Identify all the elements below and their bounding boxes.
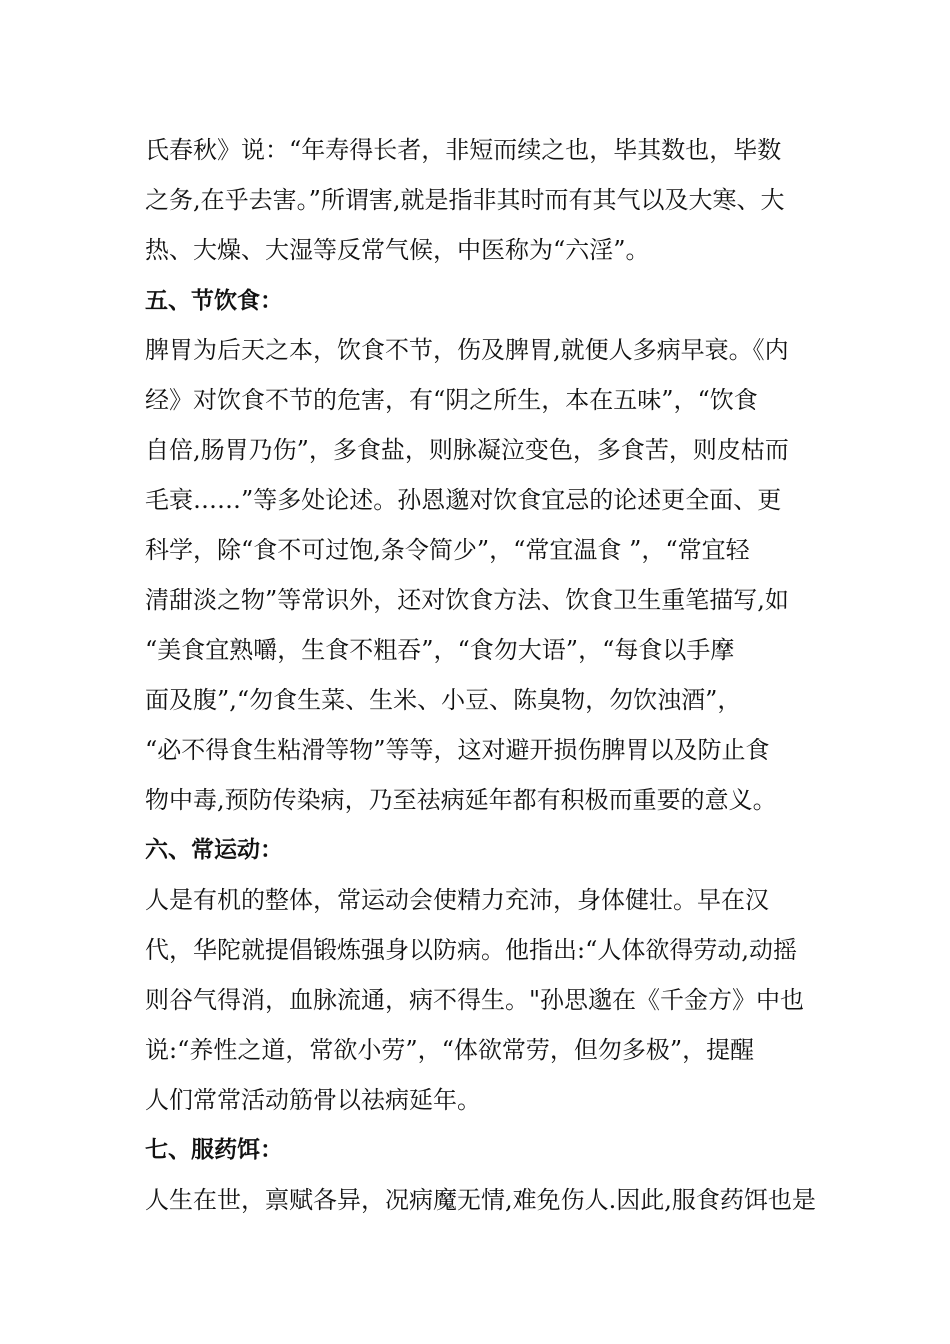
text-line: 清甜淡之物”等常识外，还对饮食方法、饮食卫生重笔描写,如 — [145, 586, 789, 614]
text-line: 科学，除“食不可过饱,条令简少”，“常宜温食 ”，“常宜轻 — [145, 536, 750, 564]
section-heading: 五、节饮食： — [145, 288, 283, 314]
text-line: 说:“养性之道，常欲小劳”，“体欲常劳，但勿多极”，提醒 — [145, 1036, 755, 1064]
text-line: 代，华陀就提倡锻炼强身以防病。他指出:“人体欲得劳动,动摇 — [145, 936, 797, 964]
text-line: 人是有机的整体，常运动会使精力充沛，身体健壮。早在汉 — [145, 886, 769, 914]
text-line: 则谷气得消，血脉流通，病不得生。"孙思邈在《千金方》中也 — [145, 986, 805, 1014]
section-heading: 六、常运动： — [145, 837, 283, 863]
text-line: “必不得食生粘滑等物”等等，这对避开损伤脾胃以及防止食 — [145, 736, 770, 764]
text-line: 经》对饮食不节的危害，有“阴之所生，本在五味”，“饮食 — [145, 386, 758, 414]
section-heading: 七、服药饵： — [145, 1137, 283, 1163]
text-line: 物中毒,预防传染病，乃至祛病延年都有积极而重要的意义。 — [145, 786, 777, 814]
text-line: “美食宜熟嚼，生食不粗吞”，“食勿大语”，“每食以手摩 — [145, 636, 735, 664]
text-line: 脾胃为后天之本，饮食不节，伤及脾胃,就便人多病早衰。《内 — [145, 336, 789, 364]
text-line: 人生在世，禀赋各异，况病魔无情,难免伤人.因此,服食药饵也是 — [145, 1186, 816, 1214]
text-line: 面及腹”,“勿食生菜、生米、小豆、陈臭物，勿饮浊酒”， — [145, 686, 742, 714]
text-line: 自倍,肠胃乃伤”，多食盐，则脉凝泣变色，多食苦，则皮枯而 — [145, 436, 789, 464]
text-line: 氏春秋》说：“年寿得长者，非短而续之也，毕其数也，毕数 — [145, 136, 782, 164]
text-line: 热、大燥、大湿等反常气候，中医称为“六淫”。 — [145, 236, 650, 264]
text-line: 毛衰……”等多处论述。孙恩邈对饮食宜忌的论述更全面、更 — [145, 486, 782, 514]
text-line: 之务,在乎去害。”所谓害,就是指非其时而有其气以及大寒、大 — [145, 186, 785, 214]
text-line: 人们常常活动筋骨以祛病延年。 — [145, 1086, 481, 1114]
